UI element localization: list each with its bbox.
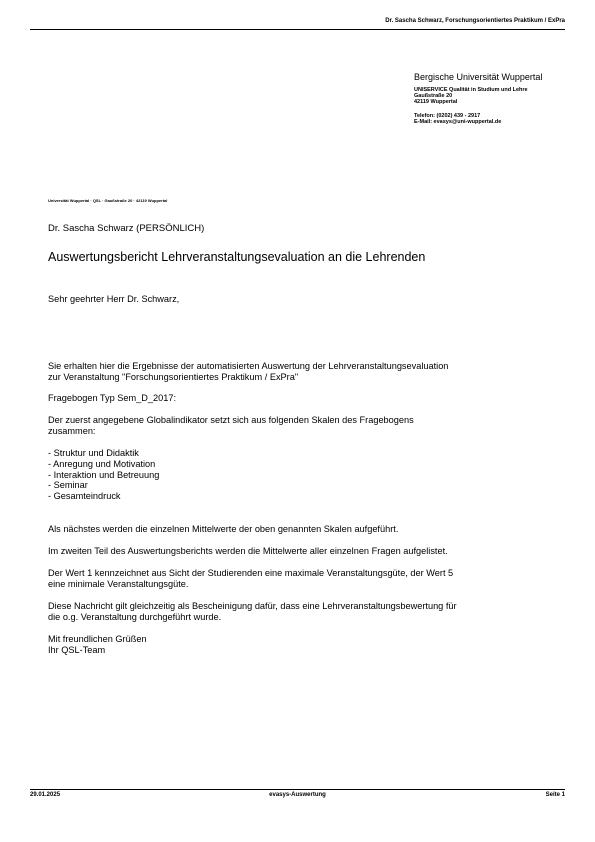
list-item: - Interaktion und Betreuung <box>48 470 160 480</box>
paragraph-means: Als nächstes werden die einzelnen Mittelwerte der oben genannten Skalen aufgeführt. <box>48 524 399 534</box>
intro-line-2: zur Veranstaltung "Forschungsorientiertes Praktikum / ExPra" <box>48 372 299 382</box>
footer-divider <box>30 789 565 790</box>
street-address: Gaußstraße 20 <box>414 93 453 99</box>
list-item: - Struktur und Didaktik <box>48 448 139 458</box>
salutation: Sehr geehrter Herr Dr. Schwarz, <box>48 294 180 304</box>
paragraph-second-part: Im zweiten Teil des Auswertungsberichts werden die Mittelwerte aller einzelnen Fragen aufgelistet. <box>48 546 448 556</box>
scales-intro-line-2: zusammen: <box>48 426 96 436</box>
organization-name: Bergische Universität Wuppertal <box>414 72 543 82</box>
page-number: Seite 1 <box>545 792 565 798</box>
list-item: - Gesamteindruck <box>48 491 121 501</box>
header-divider <box>30 29 565 30</box>
paragraph-scale-line-2: eine minimale Veranstaltungsgüte. <box>48 579 189 589</box>
return-address-line: Universität Wuppertal · QSL · Gaußstraße 20 · 42119 Wuppertal <box>48 198 168 203</box>
phone-number: Telefon: (0202) 439 - 2917 <box>414 113 481 119</box>
running-header: Dr. Sascha Schwarz, Forschungsorientiertes Praktikum / ExPra <box>385 18 565 24</box>
report-title: Auswertungsbericht Lehrveranstaltungsevaluation an die Lehrenden <box>48 250 426 264</box>
city-address: 42119 Wuppertal <box>414 99 458 105</box>
email-address: E-Mail: evasys@uni-wuppertal.de <box>414 119 502 125</box>
paragraph-scale-line-1: Der Wert 1 kennzeichnet aus Sicht der Studierenden eine maximale Veranstaltungsgüte, der Wert 5 <box>48 568 454 578</box>
list-item: - Anregung und Motivation <box>48 459 156 469</box>
paragraph-certificate-line-2: die o.g. Veranstaltung durchgeführt wurde. <box>48 612 222 622</box>
signature: Ihr QSL-Team <box>48 645 106 655</box>
questionnaire-type: Fragebogen Typ Sem_D_2017: <box>48 393 177 403</box>
scales-intro-line-1: Der zuerst angegebene Globalindikator setzt sich aus folgenden Skalen des Fragebogens <box>48 415 414 425</box>
footer-date: 29.01.2025 <box>30 792 61 798</box>
list-item: - Seminar <box>48 480 88 490</box>
closing-phrase: Mit freundlichen Grüßen <box>48 634 147 644</box>
department-name: UNISERVICE Qualität in Studium und Lehre <box>414 87 528 93</box>
recipient-name: Dr. Sascha Schwarz (PERSÖNLICH) <box>48 223 205 234</box>
paragraph-certificate-line-1: Diese Nachricht gilt gleichzeitig als Bescheinigung dafür, dass eine Lehrveranstaltungsbewertung für <box>48 601 457 611</box>
footer-title: evasys-Auswertung <box>269 792 326 798</box>
intro-line-1: Sie erhalten hier die Ergebnisse der automatisierten Auswertung der Lehrveranstaltungsevaluation <box>48 361 449 371</box>
